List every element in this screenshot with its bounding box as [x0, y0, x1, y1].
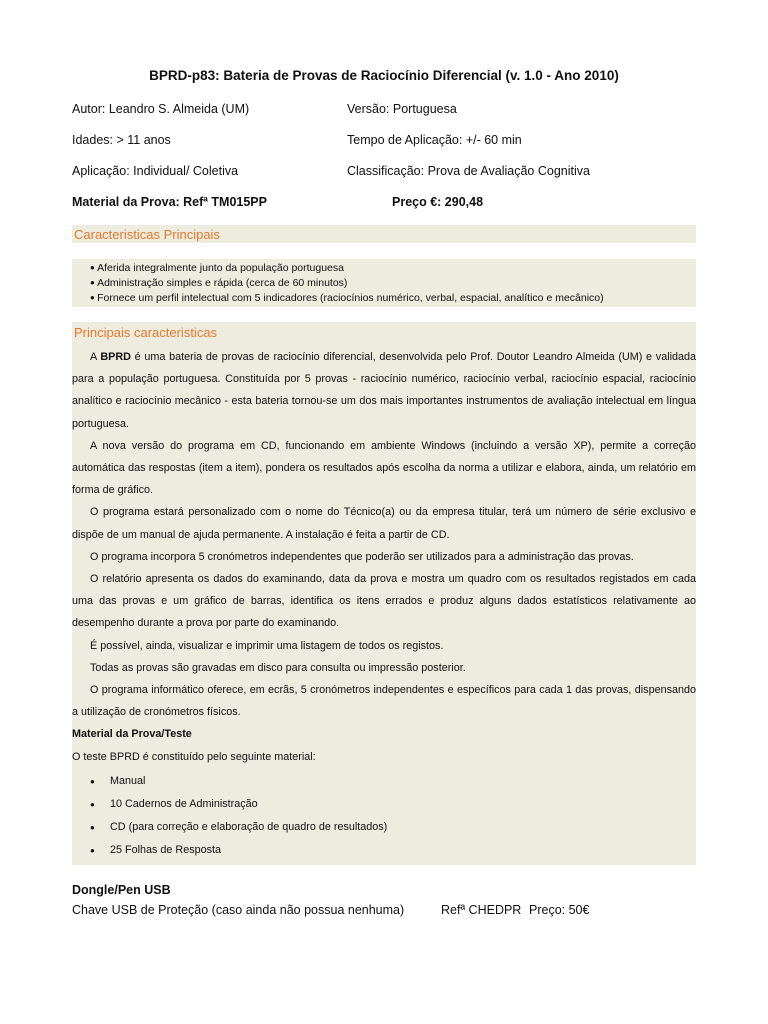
- material-subheading: Material da Prova/Teste: [72, 728, 192, 741]
- list-item: ● 10 Cadernos de Administração: [90, 793, 387, 816]
- time-info: Tempo de Aplicação: +/- 60 min: [347, 133, 522, 147]
- material-ref-info: Material da Prova: Refª TM015PP: [72, 195, 267, 209]
- paragraph: A nova versão do programa em CD, funcionando em ambiente Windows (incluindo a versão XP), permite a correção automática das respostas (item a item), pondera os resultados após escolha da norma a utilizar e elabora, ainda, um relatório em forma de gráfico.: [72, 439, 696, 497]
- paragraph: É possível, ainda, visualizar e imprimir uma listagem de todos os registos.: [90, 639, 444, 652]
- document-title: BPRD-p83: Bateria de Provas de Raciocínio Diferencial (v. 1.0 - Ano 2010): [149, 68, 619, 83]
- list-item: ● Fornece um perfil intelectual com 5 indicadores (raciocínios numérico, verbal, espacial, analítico e mecânico): [90, 291, 604, 306]
- price-info: Preço €: 290,48: [392, 195, 484, 209]
- list-item: ● Aferida integralmente junto da população portuguesa: [90, 261, 604, 276]
- list-item: ● Administração simples e rápida (cerca de 60 minutos): [90, 276, 604, 291]
- section1-bullet-list: [90, 261, 604, 306]
- material-intro: O teste BPRD é constituído pelo seguinte material:: [72, 750, 316, 763]
- classification-info: Classificação: Prova de Avaliação Cognitiva: [347, 164, 590, 178]
- paragraph: O programa incorpora 5 cronómetros independentes que poderão ser utilizados para a administração das provas.: [90, 550, 634, 563]
- dongle-heading: Dongle/Pen USB: [72, 883, 171, 897]
- dongle-item: Chave USB de Proteção (caso ainda não possua nenhuma): [72, 903, 405, 917]
- application-info: Aplicação: Individual/ Coletiva: [72, 164, 239, 178]
- list-item: ● 25 Folhas de Resposta: [90, 839, 387, 862]
- ages-info: Idades: > 11 anos: [72, 133, 171, 147]
- dongle-ref: Refª CHEDPR: [441, 903, 522, 917]
- section2-heading: Principais caracteristicas: [74, 325, 218, 340]
- list-item: ● Manual: [90, 770, 387, 793]
- author-info: Autor: Leandro S. Almeida (UM): [72, 102, 250, 116]
- paragraph: Todas as provas são gravadas em disco para consulta ou impressão posterior.: [90, 661, 466, 674]
- paragraph: O relatório apresenta os dados do examinando, data da prova e mostra um quadro com os resultados registados em cada uma das provas e um gráfico de barras, identifica os itens errados e produz alguns dados estatísticos relativamente ao desempenho durante a prova por parte do examinando.: [72, 573, 696, 630]
- material-list: [90, 770, 387, 862]
- version-info: Versão: Portuguesa: [347, 102, 457, 116]
- dongle-price: Preço: 50€: [529, 903, 590, 917]
- section1-heading: Caracteristicas Principais: [74, 227, 220, 242]
- paragraph: A BPRD é uma bateria de provas de raciocínio diferencial, desenvolvida pelo Prof. Doutor Leandro Almeida (UM) e validada para a população portuguesa. Constituída por 5 provas - raciocínio numérico, raciocínio verbal, raciocínio espacial, raciocínio analítico e raciocínio mecânico - esta bateria tornou-se um dos mais importantes instrumentos de avaliação intelectual em língua portuguesa.: [72, 351, 697, 430]
- paragraph: O programa estará personalizado com o nome do Técnico(a) ou da empresa titular, terá um número de série exclusivo e dispõe de um manual de ajuda permanente. A instalação é feita a partir de CD.: [72, 506, 696, 541]
- paragraph: O programa informático oferece, em ecrãs, 5 cronómetros independentes e específicos para cada 1 das provas, dispensando a utilização de cronómetros físicos.: [72, 684, 696, 719]
- list-item: ● CD (para correção e elaboração de quadro de resultados): [90, 816, 387, 839]
- section2-body: [72, 346, 696, 768]
